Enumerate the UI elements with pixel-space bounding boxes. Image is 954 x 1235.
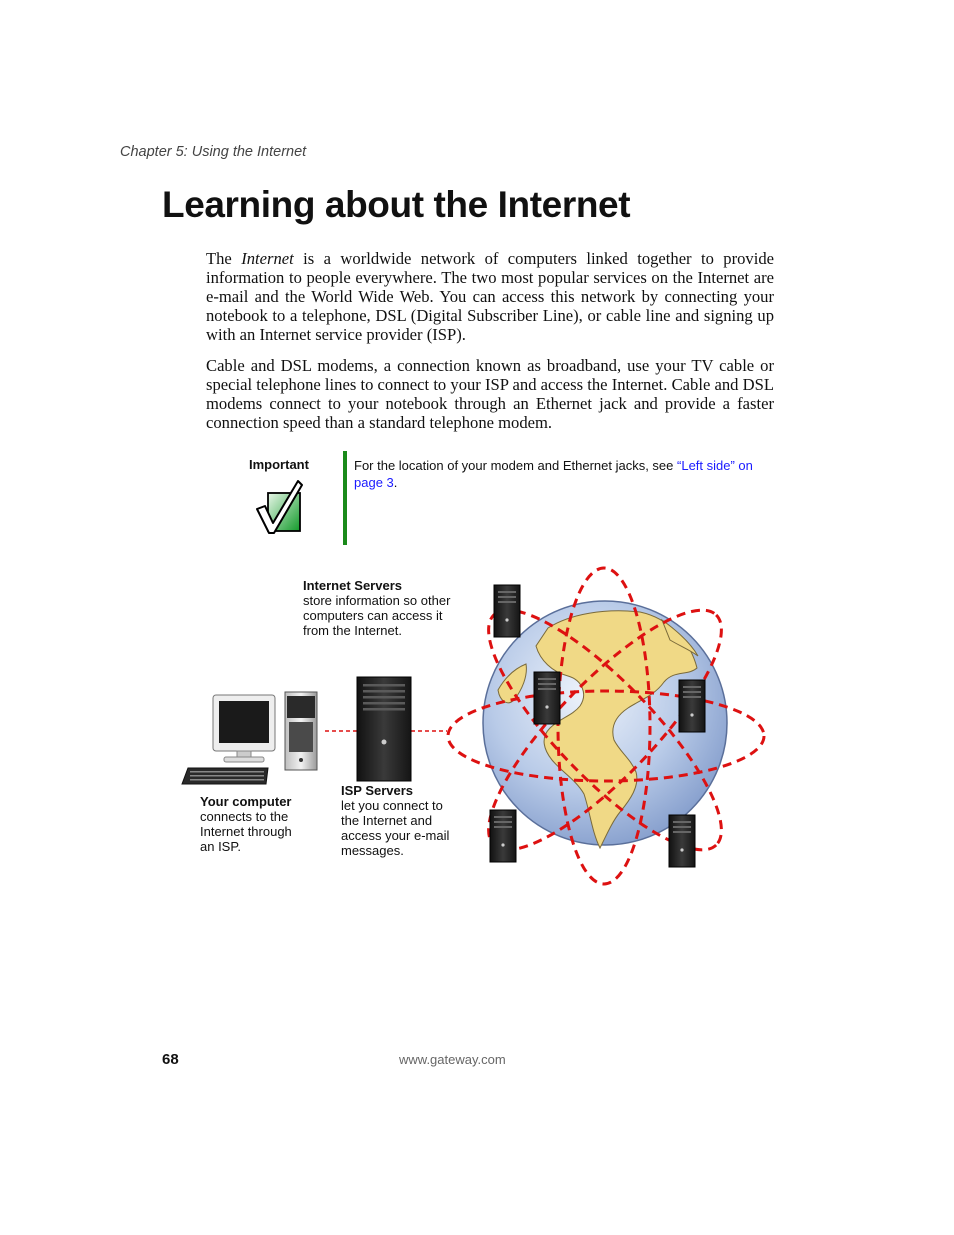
internet-server-3 xyxy=(679,680,705,732)
caption-internet-servers xyxy=(303,578,471,638)
desktop-computer-icon xyxy=(182,692,317,784)
page-title: Learning about the Internet xyxy=(162,184,631,225)
important-text-end: . xyxy=(393,475,398,490)
caption-isp-servers xyxy=(341,783,463,858)
caption-isp-servers-text: let you connect to the Internet and access your e-mail messages. xyxy=(341,798,450,858)
page-number: 68 xyxy=(162,1051,179,1068)
cross-reference-link[interactable]: “Left side” on page 3 xyxy=(354,458,753,490)
chapter-header: Chapter 5: Using the Internet xyxy=(120,144,307,160)
p1-rest: is a worldwide network of computers linked together to provide information to people everywhere. The two most popular services on the Internet are e-mail and the World Wide Web. You can access this network by connecting your notebook to a telephone, DSL (Digital Subscriber Line), or cable line and signing up with an Internet service provider (ISP). xyxy=(206,249,774,344)
internet-server-4 xyxy=(490,810,516,862)
internet-server-2 xyxy=(534,672,560,724)
internet-server-1 xyxy=(494,585,520,637)
isp-server xyxy=(357,677,411,781)
internet-server-5 xyxy=(669,815,695,867)
paragraph-broadband: Cable and DSL modems, a connection known as broadband, use your TV cable or special telephone lines to connect to your ISP and access the Internet. Cable and DSL modems connect to your notebook through an Ethernet jack and provide a faster connection speed than a standard telephone modem. xyxy=(206,356,774,432)
footer-url: www.gateway.com xyxy=(399,1052,506,1067)
caption-your-computer xyxy=(200,794,308,854)
term-internet: Internet xyxy=(241,249,294,268)
caption-isp-servers-title: ISP Servers xyxy=(341,783,414,798)
caption-internet-servers-text: store information so other computers can access it from the Internet. xyxy=(303,593,451,638)
p1-start: The xyxy=(206,249,242,268)
important-text: For the location of your modem and Ethernet jacks, see xyxy=(354,458,678,473)
caption-internet-servers-title: Internet Servers xyxy=(303,578,402,593)
caption-your-computer-title: Your computer xyxy=(200,794,292,809)
important-label: Important xyxy=(249,457,309,472)
caption-your-computer-text: connects to the Internet through an ISP. xyxy=(200,809,292,854)
